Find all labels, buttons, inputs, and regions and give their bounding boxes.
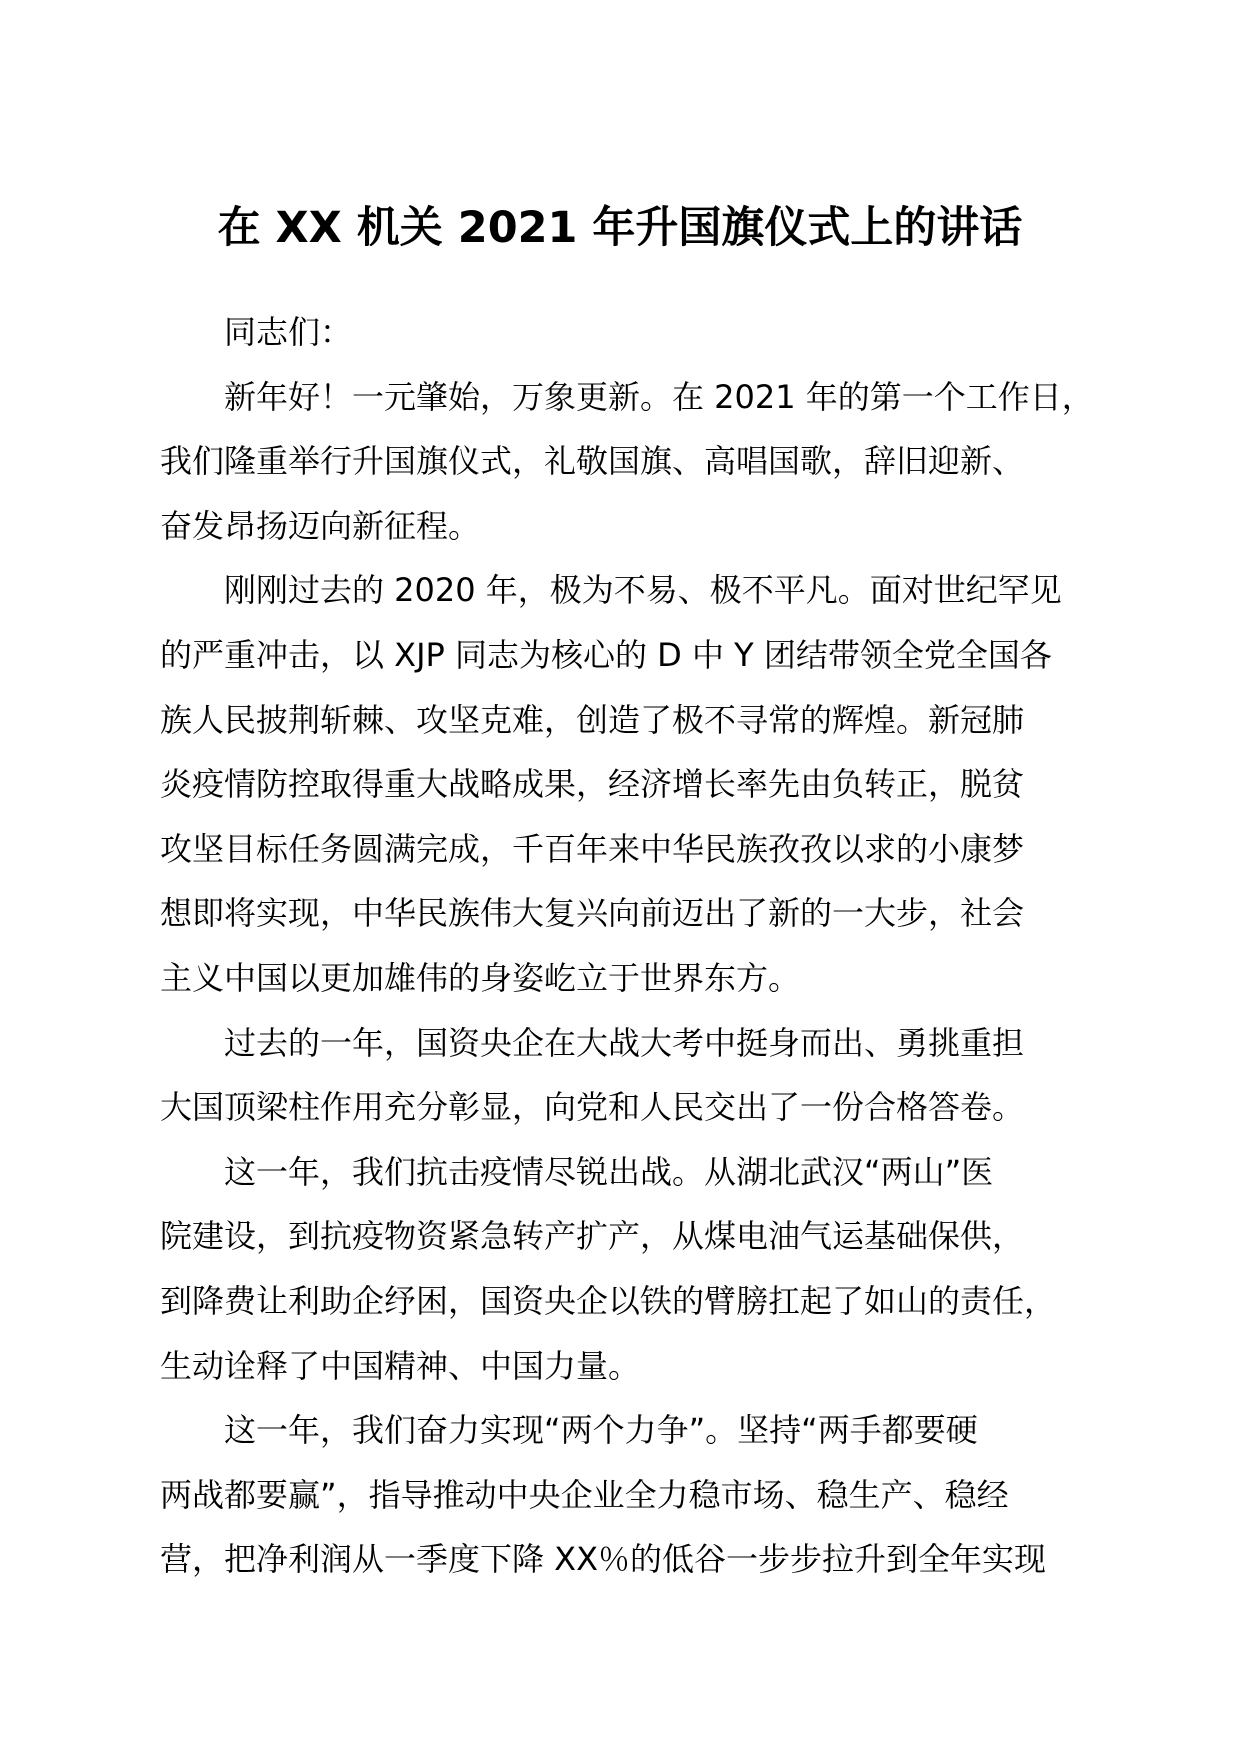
text-line: 奋发昂扬迈向新征程。 <box>160 506 481 545</box>
text-line: 的严重冲击，以 XJP 同志为核心的 D 中 Y 团结带领全党全国各 <box>160 635 1052 674</box>
document-title: 在 XX 机关 2021 年升国旗仪式上的讲话 <box>217 203 1023 253</box>
text-line: 到降费让利助企纾困，国资央企以铁的臂膀扛起了如山的责任， <box>160 1281 1057 1320</box>
document-body <box>160 300 1120 1592</box>
text-line: 这一年，我们抗击疫情尽锐出战。从湖北武汉“两山”医 <box>224 1152 994 1191</box>
text-line: 大国顶梁柱作用充分彰显，向党和人民交出了一份合格答卷。 <box>160 1088 1025 1127</box>
text-line: 两战都要赢”，指导推动中央企业全力稳市场、稳生产、稳经 <box>160 1475 1009 1514</box>
text-line: 刚刚过去的 2020 年，极为不易、极不平凡。面对世纪罕见 <box>224 571 1062 610</box>
text-line: 新年好！一元肇始，万象更新。在 2021 年的第一个工作日， <box>224 377 1094 416</box>
text-line: 想即将实现，中华民族伟大复兴向前迈出了新的一大步，社会 <box>160 894 1025 933</box>
text-line: 主义中国以更加雄伟的身姿屹立于世界东方。 <box>160 958 801 997</box>
text-line: 我们隆重举行升国旗仪式，礼敬国旗、高唱国歌，辞旧迎新、 <box>160 442 1025 481</box>
text-line: 营，把净利润从一季度下降 XX％的低谷一步步拉升到全年实现 <box>160 1540 1047 1579</box>
text-line: 族人民披荆斩棘、攻坚克难，创造了极不寻常的辉煌。新冠肺 <box>160 700 1025 739</box>
text-line: 院建设，到抗疫物资紧急转产扩产，从煤电油气运基础保供， <box>160 1217 1025 1256</box>
text-line: 攻坚目标任务圆满完成，千百年来中华民族孜孜以求的小康梦 <box>160 829 1025 868</box>
text-line: 同志们： <box>224 313 353 351</box>
text-line: 炎疫情防控取得重大战略成果，经济增长率先由负转正，脱贫 <box>160 765 1025 804</box>
text-line: 过去的一年，国资央企在大战大考中挺身而出、勇挑重担 <box>224 1023 1025 1062</box>
text-line: 生动诠释了中国精神、中国力量。 <box>160 1346 641 1385</box>
text-line: 这一年，我们奋力实现“两个力争”。坚持“两手都要硬 <box>224 1411 978 1450</box>
document-page <box>160 0 1120 1754</box>
